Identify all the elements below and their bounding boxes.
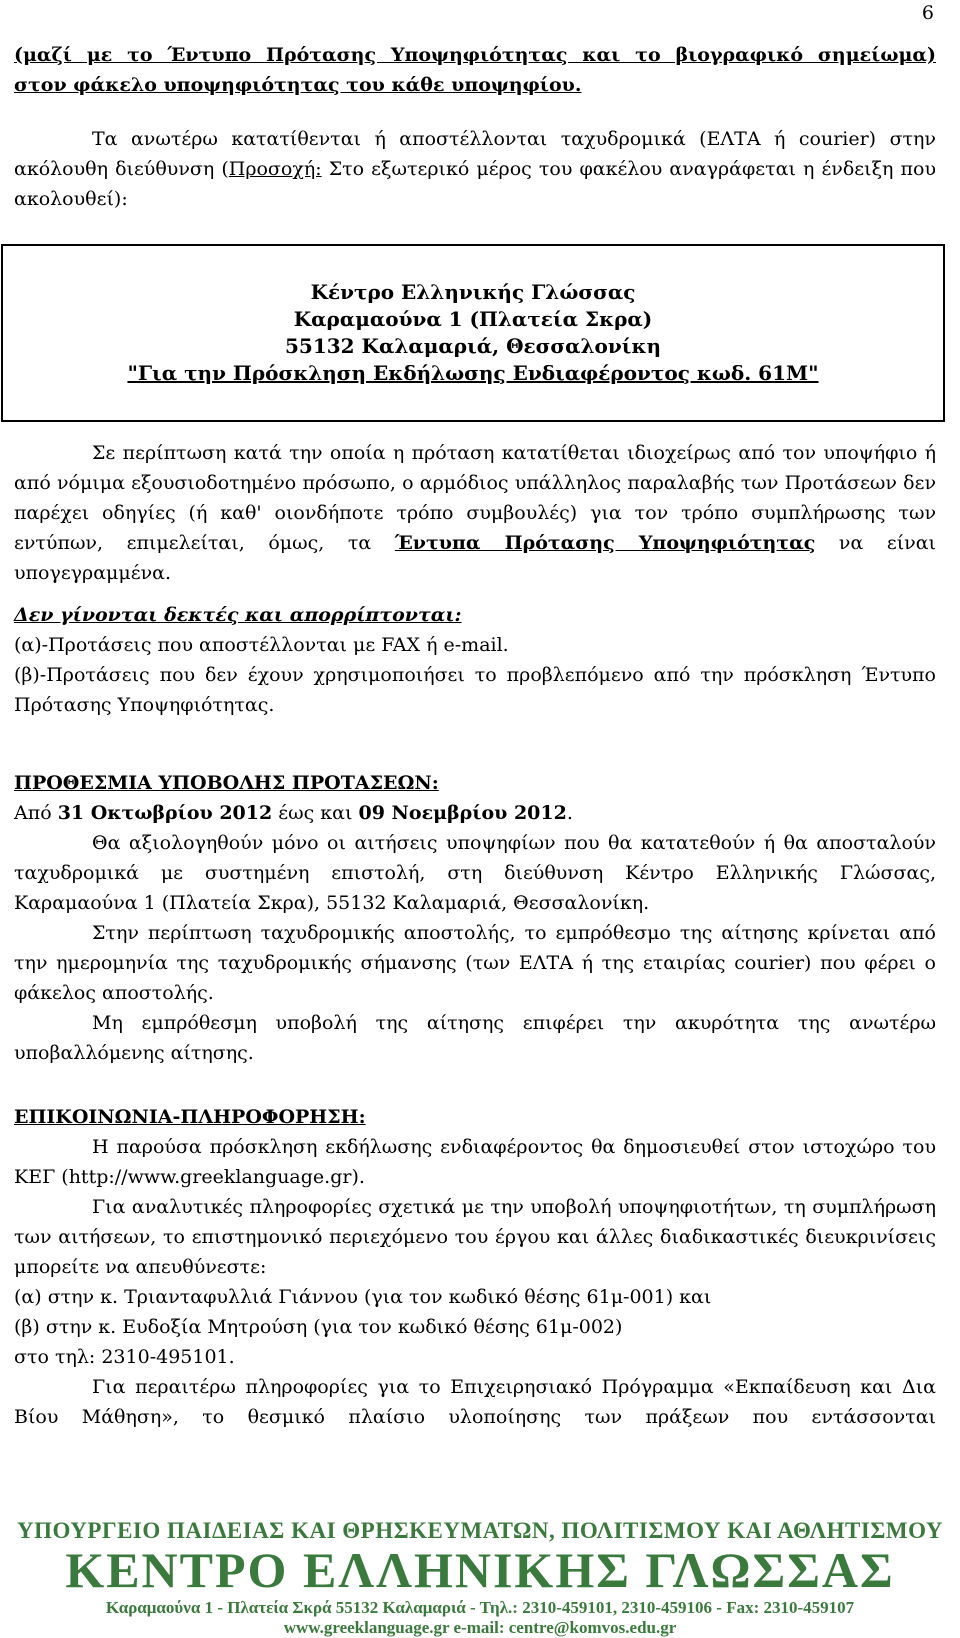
send-text-after: Στο εξωτερικό μέρος του φακέλου αναγράφεται η ένδειξη που ακολουθεί): [14,158,936,210]
address-box [1,244,945,422]
contact-heading: ΕΠΙΚΟΙΝΩΝΙΑ-ΠΛΗΡΟΦΟΡΗΣΗ: [14,1106,366,1128]
handdeliver-emphasis: Έντυπα Πρότασης Υποψηφιότητας [394,532,816,554]
intro-line-2: στον φάκελο υποψηφιότητας του κάθε υποψηφίου. [14,74,582,96]
page-number: 6 [921,2,934,24]
intro-text [14,40,936,100]
deadline-heading: ΠΡΟΘΕΣΜΙΑ ΥΠΟΒΟΛΗΣ ΠΡΟΤΑΣΕΩΝ: [14,772,439,794]
address-line-1: Κέντρο Ελληνικής Γλώσσας [310,280,636,304]
send-paragraph [14,124,936,214]
deadline-start: 31 Οκτωβρίου 2012 [57,802,273,824]
rejected-section [14,600,936,720]
contact-paragraph-3: Για περαιτέρω πληροφορίες για το Επιχειρησιακό Πρόγραμμα «Εκπαίδευση και Δια Βίου Μάθηση», το θεσμικό πλαίσιο υλοποίησης των πράξεων που εντάσσονται [14,1376,936,1428]
footer-center-name: ΚΕΝΤΡΟ ΕΛΛΗΝΙΚΗΣ ΓΛΩΣΣΑΣ [65,1542,895,1598]
rejected-item-b: (β)-Προτάσεις που δεν έχουν χρησιμοποιήσει το προβλεπόμενο από την πρόσκληση Έντυπο Πρότασης Υποψηφιότητας. [14,664,936,716]
contact-person-b: (β) στην κ. Ευδοξία Μητρούση (για τον κωδικό θέσης 61μ-002) [14,1316,623,1338]
address-line-4: "Για την Πρόσκληση Εκδήλωσης Ενδιαφέροντος κωδ. 61Μ" [127,361,819,385]
footer-web: www.greeklanguage.gr e-mail: centre@komvos.edu.gr [283,1618,677,1637]
contact-paragraph-1: Η παρούσα πρόσκληση εκδήλωσης ενδιαφέροντος θα δημοσιευθεί στον ιστοχώρο του ΚΕΓ (http://www.greeklanguage.gr). [14,1136,936,1188]
contact-section [14,1102,936,1432]
deadline-paragraph-2: Στην περίπτωση ταχυδρομικής αποστολής, το εμπρόθεσμο της αίτησης κρίνεται από την ημερομηνία της ταχυδρομικής σήμανσης (των ΕΛΤΑ ή της εταιρίας courier) που φέρει ο φάκελος αποστολής. [14,922,936,1004]
deadline-paragraph-3: Μη εμπρόθεσμη υποβολή της αίτησης επιφέρει την ακυρότητα της ανωτέρω υποβαλλόμενης αίτησης. [14,1012,936,1064]
send-text-before: Τα ανωτέρω κατατίθενται ή αποστέλλονται ταχυδρομικά (ΕΛΤΑ ή courier) στην ακόλουθη διεύθυνση ( [14,128,936,180]
deadline-dates: Από 31 Οκτωβρίου 2012 έως και 09 Νοεμβρίου 2012. [14,802,573,824]
deadline-paragraph-1: Θα αξιολογηθούν μόνο οι αιτήσεις υποψηφίων που θα κατατεθούν ή θα αποσταλούν ταχυδρομικά με συστημένη επιστολή, στη διεύθυνση Κέντρο Ελληνικής Γλώσσας, Καραμαούνα 1 (Πλατεία Σκρα), 55132 Καλαμαριά, Θεσσαλονίκη. [14,832,936,914]
handdeliver-end: να είναι υπογεγραμμένα. [14,532,937,584]
deadline-end: 09 Νοεμβρίου 2012 [358,802,567,824]
address-line-2: Καραμαούνα 1 (Πλατεία Σκρα) [293,307,653,331]
address-line-3: 55132 Καλαμαριά, Θεσσαλονίκη [285,334,661,358]
footer-address: Καραμαούνα 1 - Πλατεία Σκρά 55132 Καλαμαριά - Τηλ.: 2310-459101, 2310-459106 - Fax: 2310-459107 [105,1598,855,1617]
intro-line-1: (μαζί με το Έντυπο Πρότασης Υποψηφιότητας και το βιογραφικό σημείωμα) [14,44,936,66]
contact-phone: στο τηλ: 2310-495101. [14,1346,235,1368]
contact-paragraph-2: Για αναλυτικές πληροφορίες σχετικά με την υποβολή υποψηφιοτήτων, τη συμπλήρωση των αιτήσεων, το επιστημονικό περιεχόμενο του έργου και άλλες διαδικαστικές διευκρινίσεις μπορείτε να απευθύνεστε: [14,1196,936,1278]
deadline-section [14,768,936,1068]
rejected-item-a: (α)-Προτάσεις που αποστέλλονται με FAX ή e-mail. [14,634,509,656]
handdeliver-paragraph [14,438,936,588]
footer-ministry: ΥΠΟΥΡΓΕΙΟ ΠΑΙΔΕΙΑΣ ΚΑΙ ΘΡΗΣΚΕΥΜΑΤΩΝ, ΠΟΛΙΤΙΣΜΟΥ ΚΑΙ ΑΘΛΗΤΙΣΜΟΥ [17,1518,943,1543]
attention-label: Προσοχή: [228,158,322,180]
letterhead-footer [0,1518,960,1637]
rejected-heading: Δεν γίνονται δεκτές και απορρίπτονται: [14,604,462,626]
contact-person-a: (α) στην κ. Τριανταφυλλιά Γιάννου (για τον κωδικό θέσης 61μ-001) και [14,1286,712,1308]
handdeliver-text: Σε περίπτωση κατά την οποία η πρόταση κατατίθεται ιδιοχείρως από τον υποψήφιο ή από νόμιμα εξουσιοδοτημένο πρόσωπο, ο αρμόδιος υπάλληλος παραλαβής των Προτάσεων δεν παρέχει οδηγίες (ή καθ' οιονδήποτε τρόπο συμβουλές) για τον τρόπο συμπλήρωσης των εντύπων, επιμελείται, όμως, τα [14,442,936,554]
